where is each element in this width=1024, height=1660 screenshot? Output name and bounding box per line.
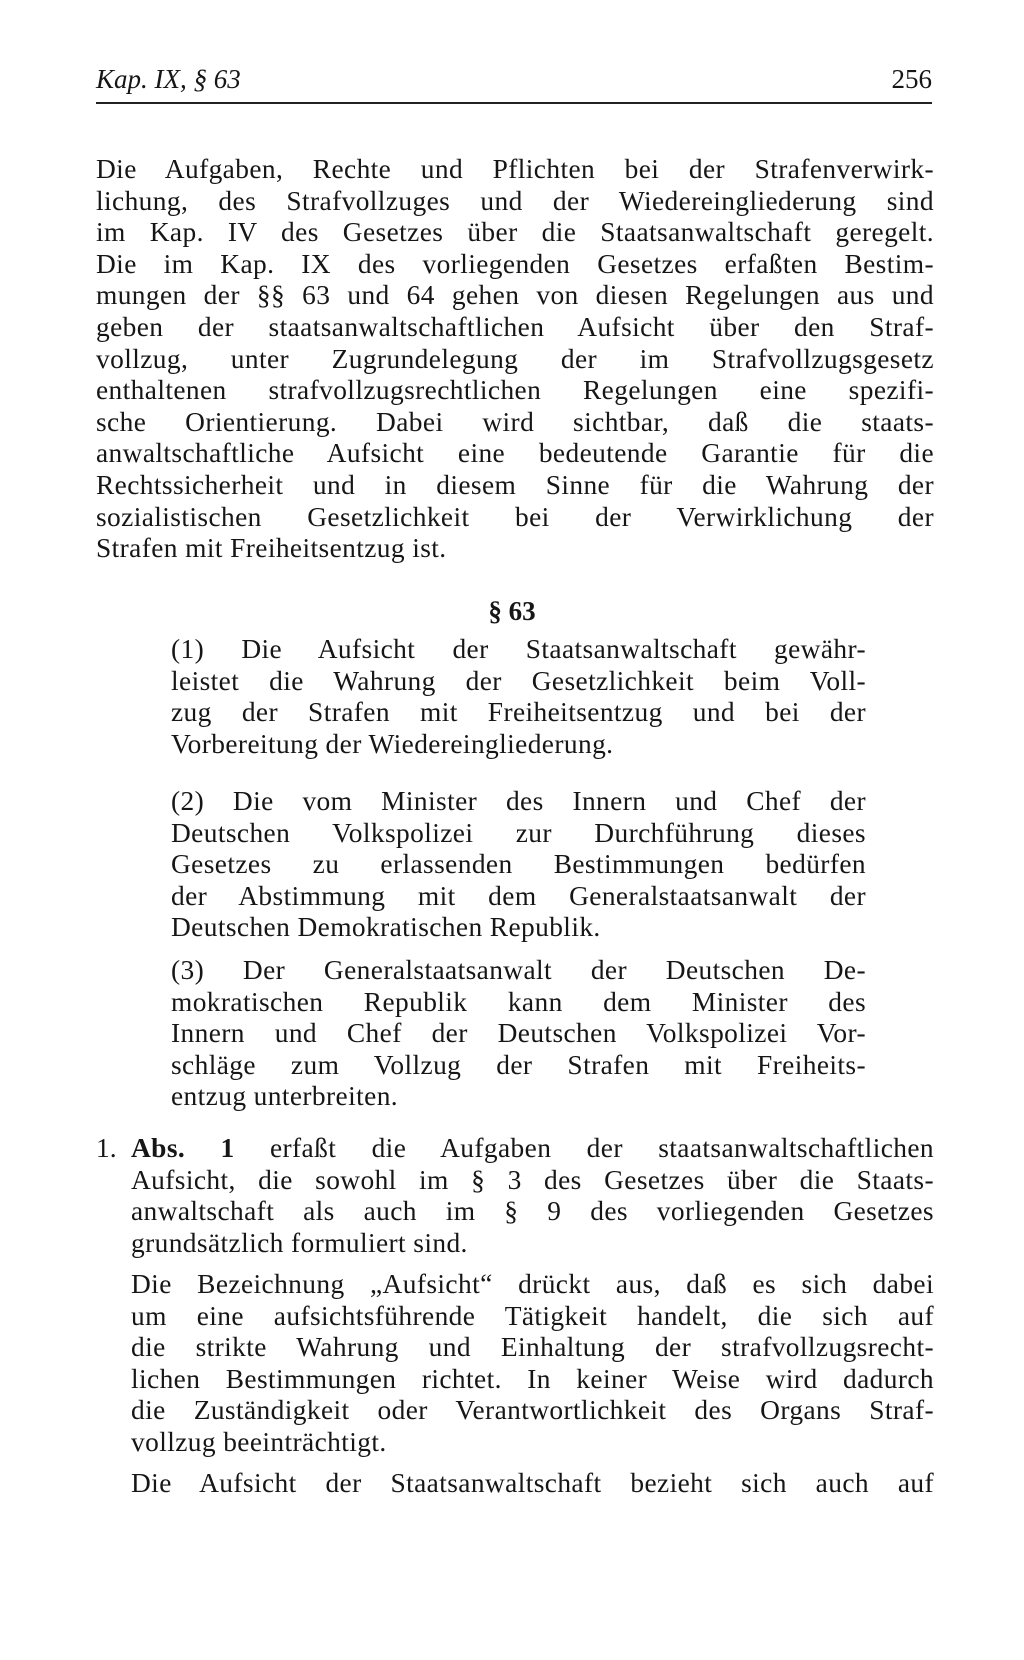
section-heading: § 63: [488, 596, 536, 626]
text-line: (1) Die Aufsicht der Staatsanwaltschaft gewähr-: [171, 634, 866, 664]
text-line: grundsätzlich formuliert sind.: [131, 1227, 468, 1258]
commentary-note-1-final: [131, 1468, 934, 1500]
text-line: die Zuständigkeit oder Verantwortlichkeit des Organs Straf-: [131, 1395, 934, 1426]
text-line: um eine aufsichtsführende Tätigkeit handelt, die sich auf: [131, 1300, 934, 1331]
commentary-first-line-text: erfaßt die Aufgaben der staatsanwaltschaftlichen: [234, 1133, 935, 1163]
text-line: vollzug, unter Zugrundelegung der im Strafvollzugsgesetz: [96, 343, 934, 374]
text-line: Die im Kap. IX des vorliegenden Gesetzes erfaßten Bestim-: [96, 248, 934, 279]
statute-paragraph-3: [171, 955, 866, 1113]
text-line: Strafen mit Freiheitsentzug ist.: [96, 533, 447, 564]
text-line: zug der Strafen mit Freiheitsentzug und bei der: [171, 697, 866, 728]
text-line: geben der staatsanwaltschaftlichen Aufsicht über den Straf-: [96, 311, 934, 342]
text-line: leistet die Wahrung der Gesetzlichkeit beim Voll-: [171, 665, 866, 696]
text-line: Rechtssicherheit und in diesem Sinne für die Wahrung der: [96, 469, 934, 500]
text-line: Deutschen Volkspolizei zur Durchführung dieses: [171, 817, 866, 848]
text-line: schläge zum Vollzug der Strafen mit Freiheits-: [171, 1049, 866, 1080]
text-line: (2) Die vom Minister des Innern und Chef der: [171, 786, 866, 816]
text-line: sozialistischen Gesetzlichkeit bei der Verwirklichung der: [96, 501, 934, 532]
commentary-note-1: [131, 1133, 934, 1259]
text-line: Aufsicht, die sowohl im § 3 des Gesetzes über die Staats-: [131, 1164, 934, 1195]
commentary-note-1-continued: [131, 1269, 934, 1459]
text-line: (3) Der Generalstaatsanwalt der Deutschen De-: [171, 955, 866, 985]
text-line: Gesetzes zu erlassenden Bestimmungen bedürfen: [171, 849, 866, 880]
text-line: Deutschen Demokratischen Republik.: [171, 912, 601, 943]
text-line: lichen Bestimmungen richtet. In keiner Weise wird dadurch: [131, 1363, 934, 1394]
statute-paragraph-1: [171, 634, 866, 760]
commentary-first-line: [131, 1133, 934, 1165]
text-line: vollzug beeinträchtigt.: [131, 1426, 387, 1457]
text-line: mokratischen Republik kann dem Minister des: [171, 986, 866, 1017]
commentary-bold-lead: Abs. 1: [131, 1133, 235, 1163]
text-line: lichung, des Strafvollzuges und der Wiedereingliederung sind: [96, 185, 934, 216]
text-line: Die Aufgaben, Rechte und Pflichten bei der Strafenverwirk-: [96, 154, 934, 184]
text-line: anwaltschaftliche Aufsicht eine bedeutende Garantie für die: [96, 438, 934, 469]
text-line: anwaltschaft als auch im § 9 des vorliegenden Gesetzes: [131, 1196, 934, 1227]
text-line: entzug unterbreiten.: [171, 1081, 399, 1112]
text-line: Vorbereitung der Wiedereingliederung.: [171, 728, 614, 759]
text-line: Innern und Chef der Deutschen Volkspolizei Vor-: [171, 1018, 866, 1049]
text-line: Die Aufsicht der Staatsanwaltschaft bezieht sich auch auf: [131, 1468, 934, 1498]
text-line: mungen der §§ 63 und 64 gehen von diesen Regelungen aus und: [96, 280, 934, 311]
statute-paragraph-2: [171, 786, 866, 944]
text-line: die strikte Wahrung und Einhaltung der strafvollzugsrecht-: [131, 1332, 934, 1363]
text-line: sche Orientierung. Dabei wird sichtbar, daß die staats-: [96, 406, 934, 437]
page-number: 256: [891, 64, 932, 94]
text-line: im Kap. IV des Gesetzes über die Staatsanwaltschaft geregelt.: [96, 217, 934, 248]
commentary-number: 1.: [96, 1133, 117, 1163]
chapter-reference: Kap. IX, § 63: [96, 64, 241, 94]
text-line: Die Bezeichnung „Aufsicht“ drückt aus, daß es sich dabei: [131, 1269, 934, 1299]
intro-paragraph: [96, 154, 934, 565]
text-line: der Abstimmung mit dem Generalstaatsanwalt der: [171, 880, 866, 911]
text-line: enthaltenen strafvollzugsrechtlichen Regelungen eine spezifi-: [96, 375, 934, 406]
running-header: [96, 64, 932, 104]
